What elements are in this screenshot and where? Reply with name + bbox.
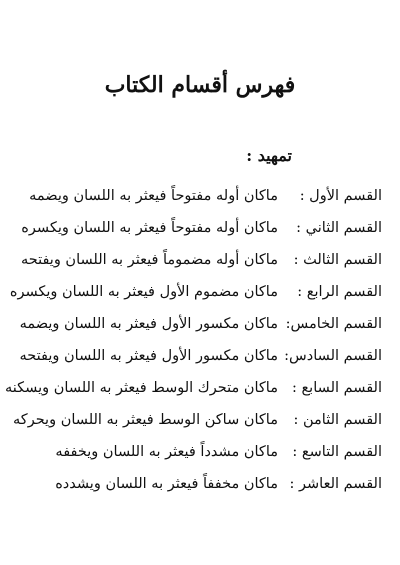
section-label: القسم الثالث : bbox=[293, 251, 382, 268]
section-label: القسم السادس: bbox=[284, 347, 382, 364]
section-description: ماكان ساكن الوسط فيعثر به اللسان ويحركه bbox=[13, 411, 278, 428]
preface-heading: تمهيد : bbox=[246, 146, 292, 165]
section-label: القسم الخامس: bbox=[285, 315, 382, 332]
toc-entry bbox=[20, 340, 382, 372]
section-description: ماكان مشدداً فيعثر به اللسان ويخففه bbox=[55, 443, 278, 460]
toc-entry bbox=[20, 468, 382, 500]
section-description: ماكان مخففاً فيعثر به اللسان ويشدده bbox=[55, 475, 278, 492]
toc-entry bbox=[20, 180, 382, 212]
section-description: ماكان مكسور الأول فيعثر به اللسان ويضمه bbox=[19, 315, 278, 332]
section-label: القسم الثامن : bbox=[293, 411, 382, 428]
section-label: القسم التاسع : bbox=[292, 443, 382, 460]
section-label: القسم الرابع : bbox=[297, 283, 382, 300]
toc-entry bbox=[5, 372, 382, 404]
section-label: القسم الأول : bbox=[299, 187, 382, 204]
toc-entry bbox=[20, 308, 382, 340]
section-label: القسم العاشر : bbox=[289, 475, 382, 492]
section-description: ماكان أوله مفتوحاً فيعثر به اللسان ويكسره bbox=[21, 219, 278, 236]
section-label: القسم السابع : bbox=[291, 379, 382, 396]
toc-entry bbox=[20, 212, 382, 244]
section-description: ماكان أوله مضموماً فيعثر به اللسان ويفتحه bbox=[20, 251, 278, 268]
section-description: ماكان متحرك الوسط فيعثر به اللسان ويسكنه bbox=[5, 379, 278, 396]
section-description: ماكان أوله مفتوحاً فيعثر به اللسان ويضمه bbox=[29, 187, 278, 204]
toc-entry bbox=[9, 276, 382, 308]
toc-entry bbox=[13, 404, 382, 436]
table-of-contents bbox=[5, 180, 382, 500]
toc-entry bbox=[20, 244, 382, 276]
section-label: القسم الثاني : bbox=[296, 219, 382, 236]
section-description: ماكان مضموم الأول فيعثر به اللسان ويكسره bbox=[9, 283, 278, 300]
section-description: ماكان مكسور الأول فيعثر به اللسان ويفتحه bbox=[19, 347, 278, 364]
toc-entry bbox=[20, 436, 382, 468]
page-title: فهرس أقسام الكتاب bbox=[104, 72, 296, 98]
